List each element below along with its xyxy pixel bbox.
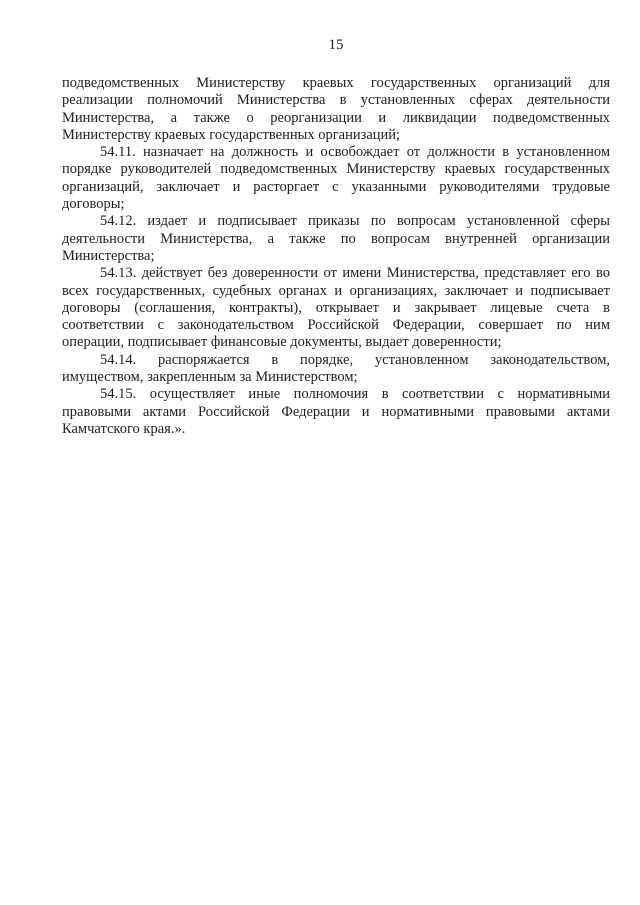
text-line: Министерства; xyxy=(62,247,155,264)
text-line: соответствии с законодательством Российской Федерации, совершает по ним xyxy=(62,317,610,334)
paragraph xyxy=(62,265,610,351)
document-body xyxy=(62,75,610,438)
text-line: договоры; xyxy=(62,196,125,213)
text-line: Министерству краевых государственных организаций; xyxy=(62,126,401,143)
text-line: 54.13. действует без доверенности от имени Министерства, представляет его во xyxy=(100,265,610,282)
paragraph xyxy=(62,352,610,387)
text-line: порядке руководителей подведомственных Министерству краевых государственных xyxy=(62,161,610,178)
text-line: 54.15. осуществляет иные полномочия в соответствии с нормативными xyxy=(100,386,610,403)
paragraph xyxy=(62,75,610,144)
text-line: Камчатского края.». xyxy=(62,420,186,437)
text-line: деятельности Министерства, а также по вопросам внутренней организации xyxy=(62,230,610,247)
paragraph xyxy=(62,386,610,438)
text-line: правовыми актами Российской Федерации и нормативными правовыми актами xyxy=(62,403,610,420)
text-line: подведомственных Министерству краевых государственных организаций для xyxy=(62,75,610,91)
text-line: операции, подписывает финансовые документы, выдает доверенности; xyxy=(62,334,502,351)
text-line: имуществом, закрепленным за Министерством; xyxy=(62,369,358,386)
text-line: всех государственных, судебных органах и организациях, заключает и подписывает xyxy=(62,282,610,299)
text-line: 54.12. издает и подписывает приказы по вопросам установленной сферы xyxy=(100,213,610,230)
text-line: организаций, заключает и расторгает с указанными руководителями трудовые xyxy=(62,178,610,195)
paragraph xyxy=(62,144,610,213)
text-line: Министерства, а также о реорганизации и ликвидации подведомственных xyxy=(62,109,610,126)
text-line: 54.14. распоряжается в порядке, установленном законодательством, xyxy=(100,351,610,368)
paragraph xyxy=(62,213,610,265)
text-line: реализации полномочий Министерства в установленных сферах деятельности xyxy=(62,92,610,109)
text-line: договоры (соглашения, контракты), открывает и закрывает лицевые счета в xyxy=(62,299,610,316)
page-number: 15 xyxy=(328,37,344,53)
text-line: 54.11. назначает на должность и освобождает от должности в установленном xyxy=(100,144,610,161)
